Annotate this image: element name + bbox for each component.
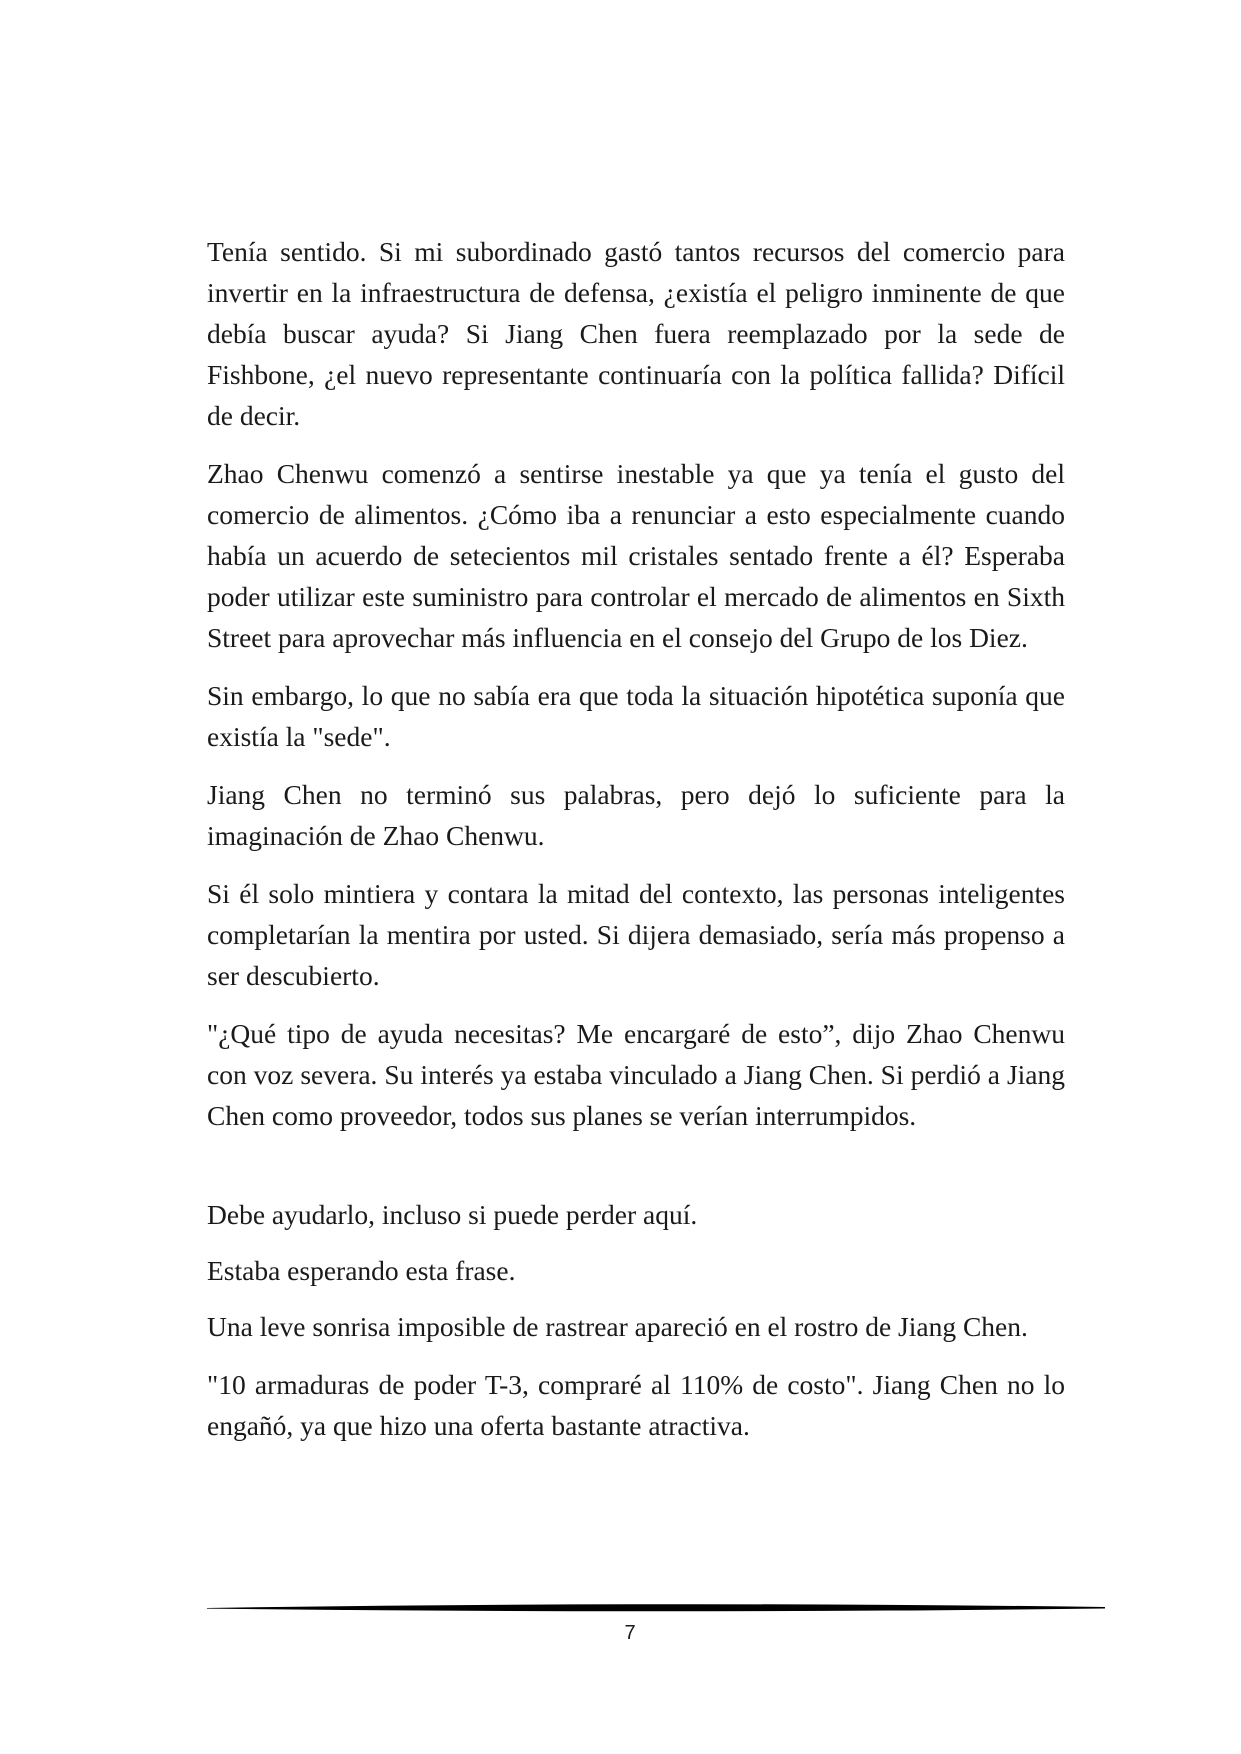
paragraph-3: Sin embargo, lo que no sabía era que toda la situación hipotética suponía que existía la "sede". [207,680,1065,752]
paragraph-7: Debe ayudarlo, incluso si puede perder aquí. [207,1199,698,1230]
footer-divider [207,1602,1105,1614]
paragraph-4: Jiang Chen no terminó sus palabras, pero dejó lo suficiente para la imaginación de Zhao Chenwu. [207,779,1065,851]
page-number: 7 [624,1622,636,1644]
paragraph-8: Estaba esperando esta frase. [207,1255,516,1286]
paragraph-1: Tenía sentido. Si mi subordinado gastó tantos recursos del comercio para invertir en la infraestructura de defensa, ¿existía el peligro inminente de que debía buscar ayuda? Si Jiang Chen fuera reemplazado por la sede de Fishbone, ¿el nuevo representante continuaría con la política fallida? Difícil de decir. [207,236,1065,431]
paragraph-10: "10 armaduras de poder T-3, compraré al 110% de costo". Jiang Chen no lo engañó, ya que hizo una oferta bastante atractiva. [207,1369,1065,1441]
body-text [207,231,1065,1463]
paragraph-9: Una leve sonrisa imposible de rastrear apareció en el rostro de Jiang Chen. [207,1311,1028,1342]
paragraph-6: "¿Qué tipo de ayuda necesitas? Me encargaré de esto”, dijo Zhao Chenwu con voz severa. Su interés ya estaba vinculado a Jiang Chen. Si perdió a Jiang Chen como proveedor, todos sus planes se verían interrumpidos. [207,1018,1065,1131]
paragraph-5: Si él solo mintiera y contara la mitad del contexto, las personas inteligentes completarían la mentira por usted. Si dijera demasiado, sería más propenso a ser descubierto. [207,878,1065,991]
paragraph-2: Zhao Chenwu comenzó a sentirse inestable ya que ya tenía el gusto del comercio de alimentos. ¿Cómo iba a renunciar a esto especialmente cuando había un acuerdo de setecientos mil cristales sentado frente a él? Esperaba poder utilizar este suministro para controlar el mercado de alimentos en Sixth Street para aprovechar más influencia en el consejo del Grupo de los Diez. [207,458,1065,653]
